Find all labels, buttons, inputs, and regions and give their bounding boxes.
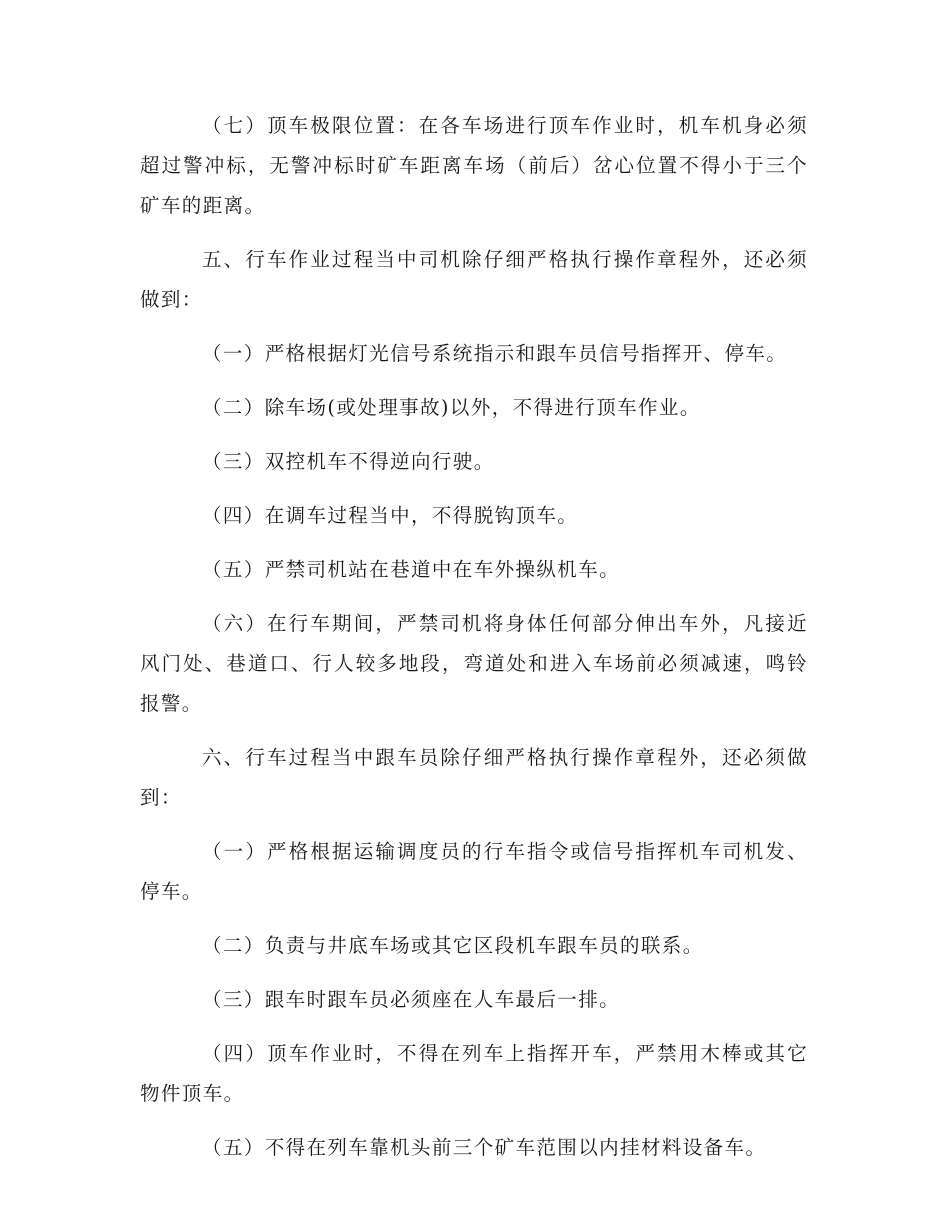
section-5-item-2: （二）除车场(或处理事故)以外，不得进行顶车作业。 (202, 396, 701, 419)
paragraph-extreme-position: （七）顶车极限位置：在各车场进行顶车作业时，机车机身必须超过警冲标，无警冲标时矿车距离车场（前后）岔心位置不得小于三个矿车的距离。 (140, 114, 808, 217)
section-6-item-1: （一）严格根据运输调度员的行车指令或信号指挥机车司机发、停车。 (140, 840, 808, 903)
section-5-item-3: （三）双控机车不得逆向行驶。 (202, 450, 495, 473)
section-5-item-4: （四）在调车过程当中，不得脱钩顶车。 (202, 504, 579, 527)
section-6-item-4: （四）顶车作业时，不得在列车上指挥开车，严禁用木棒或其它物件顶车。 (140, 1042, 808, 1105)
document-body (140, 106, 808, 1168)
section-5-item-5: （五）严禁司机站在巷道中在车外操纵机车。 (202, 558, 621, 581)
section-6-item-2: （二）负责与井底车场或其它区段机车跟车员的联系。 (202, 934, 704, 957)
section-6-item-3: （三）跟车时跟车员必须座在人车最后一排。 (202, 988, 621, 1011)
section-6-item-5: （五）不得在列车靠机头前三个矿车范围以内挂材料设备车。 (202, 1136, 767, 1159)
section-5-item-1: （一）严格根据灯光信号系统指示和跟车员信号指挥开、停车。 (202, 342, 788, 365)
section-5-item-6: （六）在行车期间，严禁司机将身体任何部分伸出车外，凡接近风门处、巷道口、行人较多地段，弯道处和进入车场前必须减速，鸣铃报警。 (140, 612, 808, 715)
section-6-heading: 六、行车过程当中跟车员除仔细严格执行操作章程外，还必须做到： (140, 746, 808, 809)
section-5-heading: 五、行车作业过程当中司机除仔细严格执行操作章程外，还必须做到： (140, 248, 808, 311)
